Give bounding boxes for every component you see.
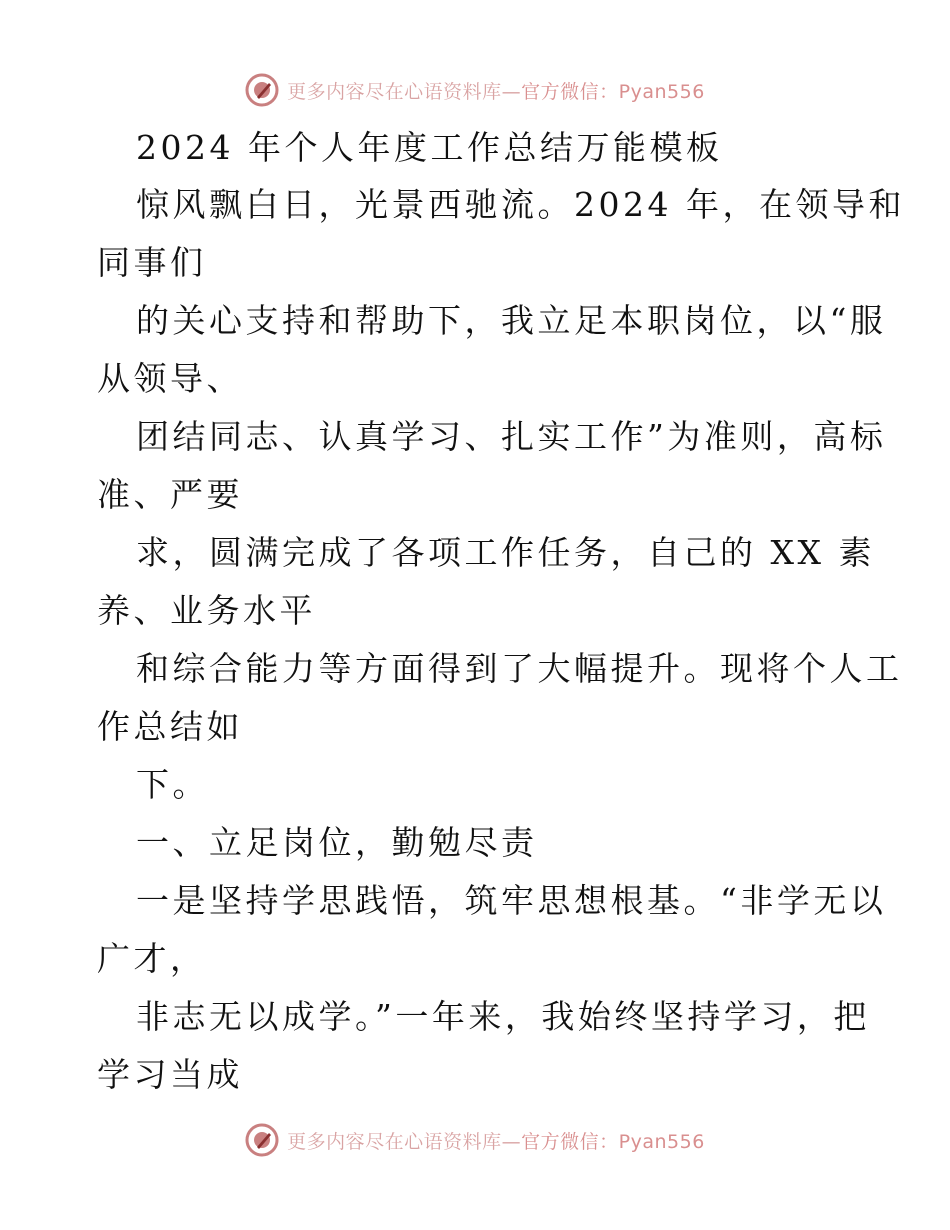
- watermark-dash: —: [501, 80, 522, 103]
- watermark-contact: 官方微信：Pyan556: [521, 80, 705, 103]
- paragraph-line: 从领导、: [97, 359, 243, 398]
- watermark-text: [287, 1127, 705, 1154]
- watermark-contact: 官方微信：Pyan556: [521, 1130, 705, 1153]
- paragraph-line: 一是坚持学思践悟，筑牢思想根基。“非学无以: [136, 881, 887, 920]
- paragraph-line: 的关心支持和帮助下，我立足本职岗位，以“服: [136, 301, 887, 340]
- paragraph-line: 学习当成: [97, 1055, 243, 1094]
- paragraph-line: 同事们: [97, 243, 207, 282]
- watermark-site: 更多内容尽在心语资料库: [287, 1130, 502, 1153]
- paragraph-line: 养、业务水平: [97, 591, 316, 630]
- watermark-site: 更多内容尽在心语资料库: [287, 80, 502, 103]
- paragraph-line: 求，圆满完成了各项工作任务，自己的 XX 素: [136, 533, 875, 572]
- paragraph-line: 非志无以成学。”一年来，我始终坚持学习，把: [136, 997, 870, 1036]
- watermark-dash: —: [501, 1130, 522, 1153]
- logo-icon: [245, 1123, 279, 1157]
- paragraph-line: 准、严要: [97, 475, 243, 514]
- paragraph-line: 下。: [136, 765, 209, 804]
- paragraph-line: 和综合能力等方面得到了大幅提升。现将个人工: [136, 649, 903, 688]
- paragraph-line: 惊风飘白日，光景西驰流。2024 年，在领导和: [136, 185, 905, 224]
- section-heading: 一、立足岗位，勤勉尽责: [136, 823, 538, 862]
- document-title: 2024 年个人年度工作总结万能模板: [136, 128, 723, 167]
- paragraph-line: 团结同志、认真学习、扎实工作”为准则，高标: [136, 417, 887, 456]
- footer-watermark: [0, 1120, 950, 1160]
- paragraph-line: 作总结如: [97, 707, 243, 746]
- paragraph-line: 广才，: [97, 939, 207, 978]
